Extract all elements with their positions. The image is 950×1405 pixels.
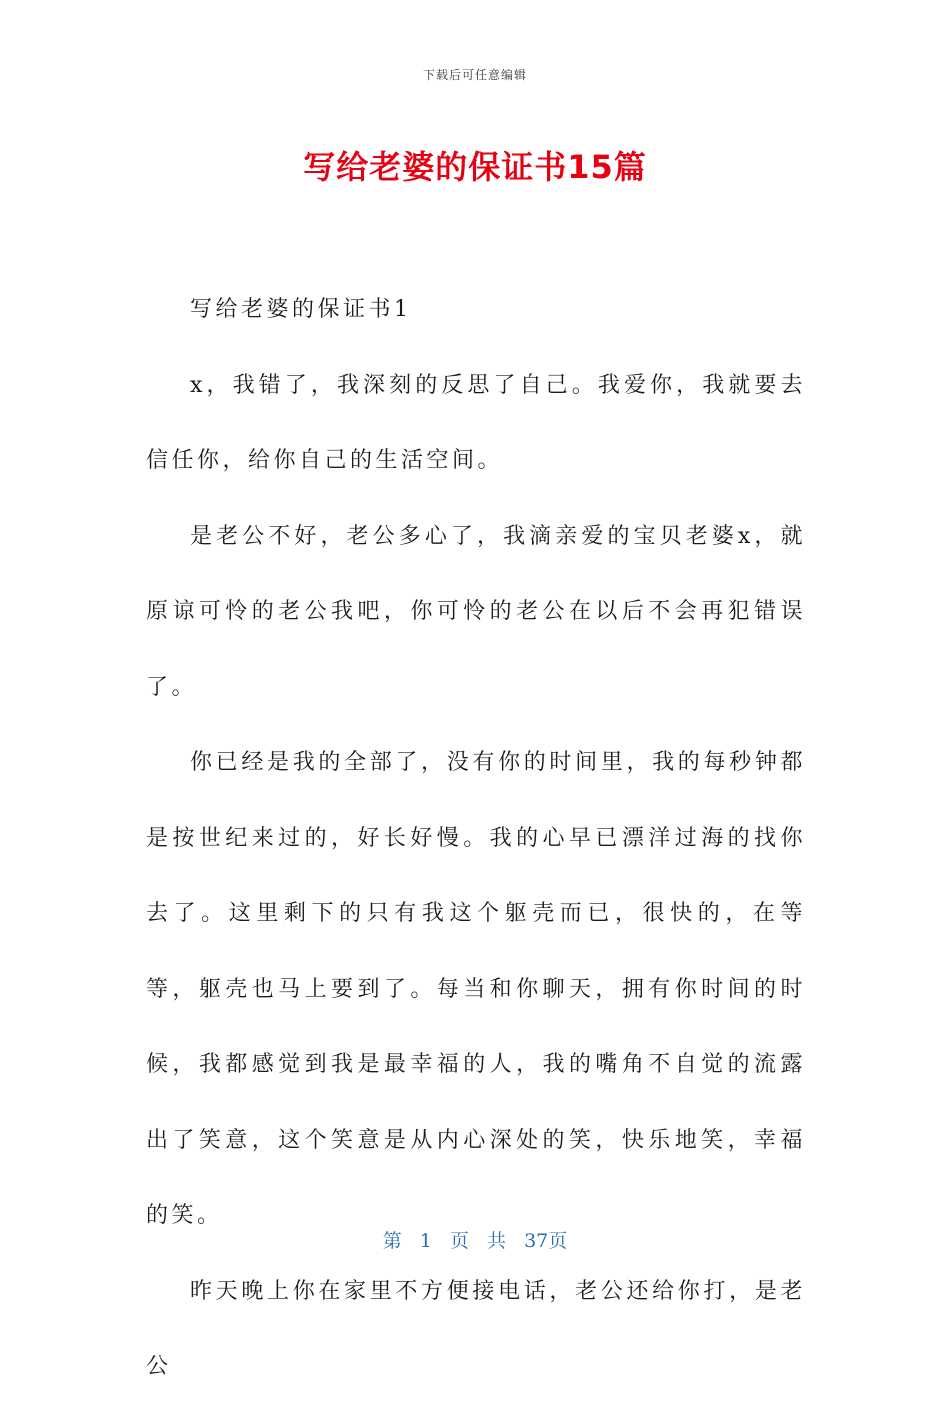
body-paragraph: 昨天晚上你在家里不方便接电话，老公还给你打，是老公 <box>146 1278 806 1379</box>
footer-label-gong: 共 <box>487 1230 507 1252</box>
page-header-note: 下载后可任意编辑 <box>422 68 527 82</box>
footer-page-number: 1 <box>419 1230 432 1252</box>
body-paragraph: 你已经是我的全部了，没有你的时间里，我的每秒钟都是按世纪来过的，好长好慢。我的心早已漂洋过海的找你去了。这里剩下的只有我这个躯壳而已，很快的，在等等，躯壳也马上要到了。每当和你聊天，拥有你时间的时候，我都感觉到我是最幸福的人，我的嘴角不自觉的流露出了笑意，这个笑意是从内心深处的笑，快乐地笑，幸福的笑。 <box>146 750 806 1228</box>
footer-label-di: 第 <box>382 1230 402 1252</box>
document-title: 写给老婆的保证书15篇 <box>303 148 647 186</box>
footer-total-pages: 37页 <box>524 1230 568 1252</box>
footer-label-ye: 页 <box>449 1230 469 1252</box>
section-heading: 写给老婆的保证书1 <box>190 297 412 322</box>
body-paragraph: x，我错了，我深刻的反思了自己。我爱你，我就要去信任你，给你自己的生活空间。 <box>146 372 806 473</box>
page-footer <box>0 1226 950 1253</box>
body-paragraph: 是老公不好，老公多心了，我滴亲爱的宝贝老婆x，就原谅可怜的老公我吧，你可怜的老公在以后不会再犯错误了。 <box>146 523 806 700</box>
